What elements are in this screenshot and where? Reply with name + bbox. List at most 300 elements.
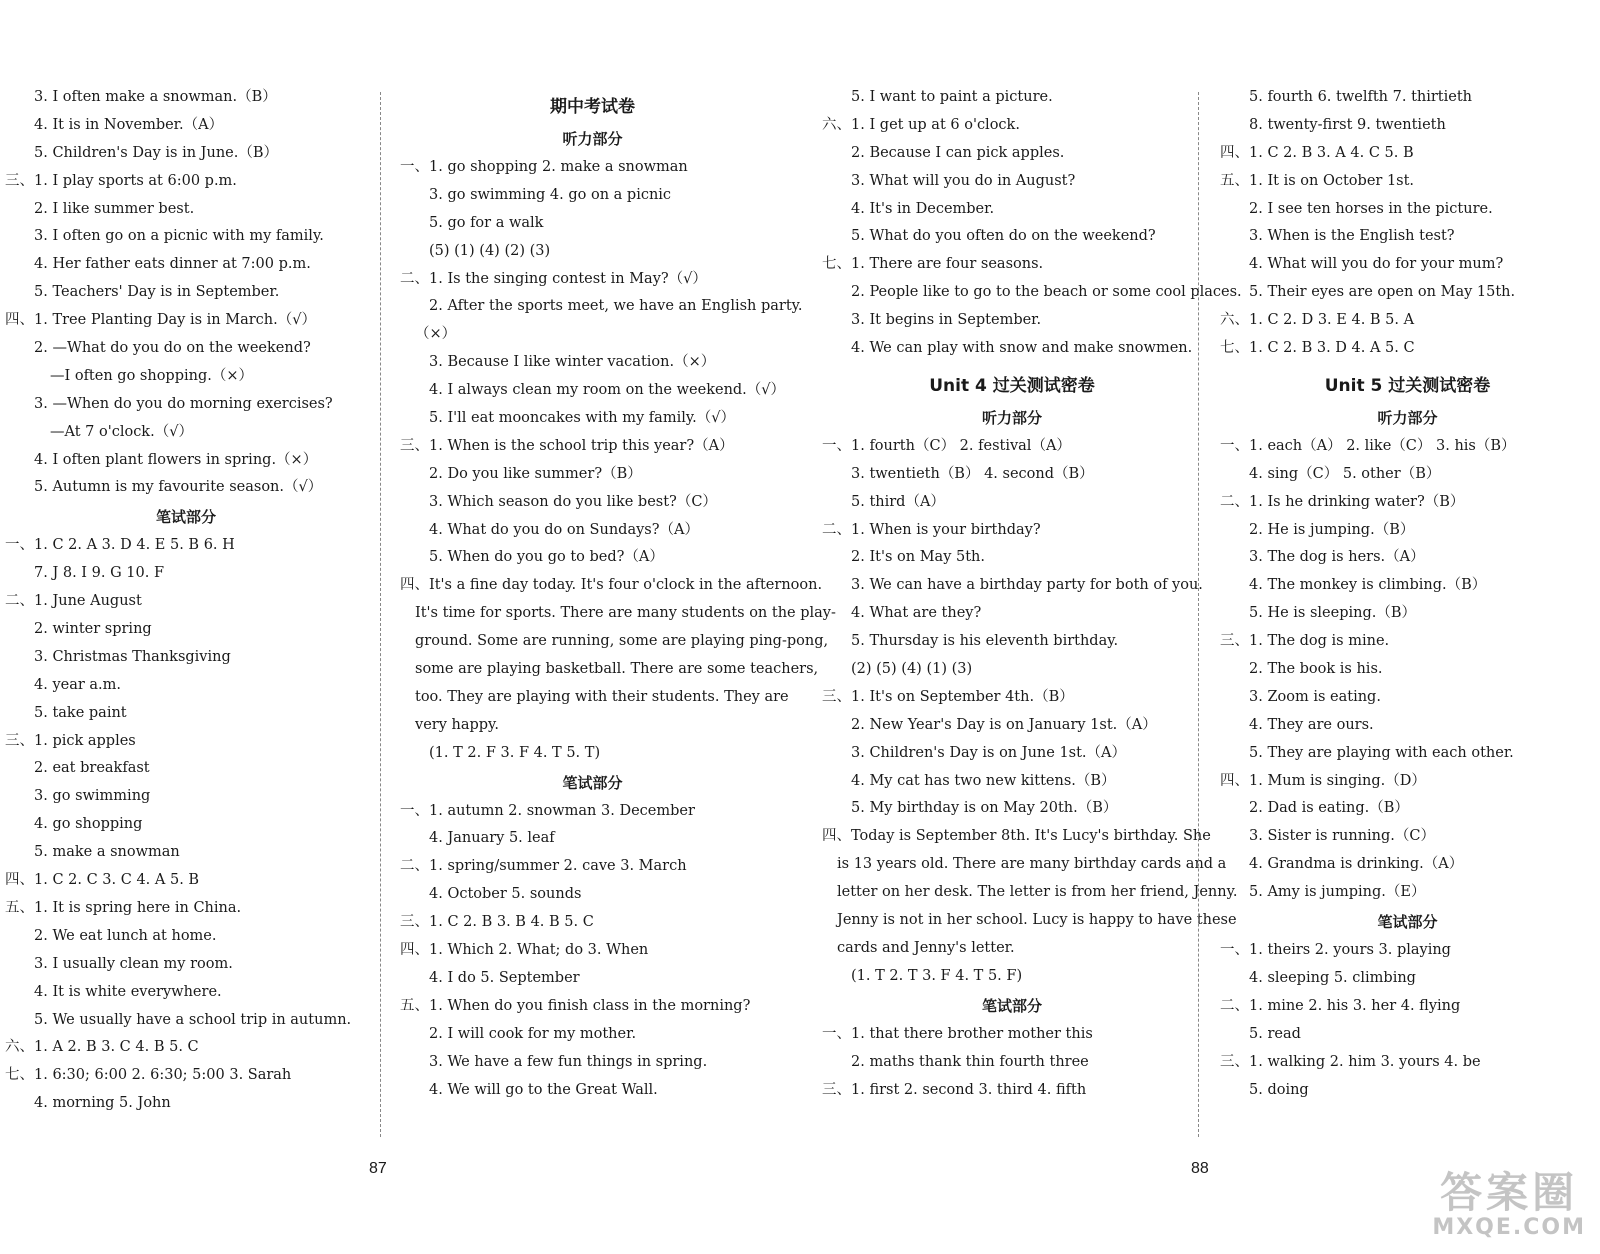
answer-text: 3. We can have a birthday party for both of you. — [851, 577, 1203, 594]
answer-line — [817, 1021, 1207, 1049]
answer-text: 5. fourth 6. twelfth 7. thirtieth — [1249, 89, 1473, 105]
answer-text: 5. read — [1249, 1025, 1301, 1042]
answer-line — [817, 223, 1207, 251]
answer-text: 4. January 5. leaf — [429, 830, 555, 847]
answer-line — [1215, 712, 1600, 740]
answer-text: 4. It is in November.（A） — [34, 116, 224, 133]
answer-line — [395, 572, 823, 600]
answer-text: 1. C 2. C 3. C 4. A 5. B — [34, 872, 200, 889]
answer-text: （×） — [415, 326, 457, 343]
answer-line — [1215, 600, 1600, 628]
answer-line — [395, 293, 803, 321]
answer-line — [817, 879, 1238, 907]
answer-text: 1. spring/summer 2. cave 3. March — [429, 858, 687, 875]
answer-text: 3. When is the English test? — [1249, 228, 1455, 245]
answer-text: 1. It is spring here in China. — [34, 899, 242, 916]
answer-line — [395, 377, 790, 405]
answer-text: 5. Their eyes are open on May 15th. — [1249, 284, 1516, 301]
answer-line — [395, 182, 790, 210]
answer-text: 4. What do you do on Sundays?（A） — [429, 521, 699, 538]
answer-line — [1215, 223, 1600, 251]
answer-line — [817, 140, 1207, 168]
answer-text: —At 7 o'clock.（√） — [50, 423, 193, 440]
answer-line — [817, 935, 1207, 963]
answer-line — [0, 951, 372, 979]
answer-line — [817, 517, 1207, 545]
answer-text: 1. pick apples — [34, 732, 136, 749]
answer-line — [1215, 993, 1600, 1021]
answer-line — [0, 811, 372, 839]
section-number: 七、 — [1220, 340, 1249, 357]
answer-line — [395, 154, 790, 182]
watermark-top: 答案圈 — [1440, 1167, 1579, 1217]
answer-text: 5. They are playing with each other. — [1249, 744, 1514, 761]
answer-text: 1. Tree Planting Day is in March.（√） — [34, 312, 316, 329]
section-number: 三、 — [822, 1081, 851, 1098]
answer-text: 4. I often plant flowers in spring.（×） — [34, 451, 318, 468]
answer-line — [395, 909, 790, 937]
answer-text: 4. We will go to the Great Wall. — [429, 1081, 658, 1098]
answer-line — [817, 1049, 1207, 1077]
answer-line — [817, 544, 1207, 572]
answer-text: 3. It begins in September. — [851, 312, 1042, 329]
watermark-logo — [1432, 1167, 1586, 1240]
answer-line — [395, 321, 790, 349]
answer-text: 4. Her father eats dinner at 7:00 p.m. — [34, 256, 311, 273]
section-number: 一、 — [400, 159, 429, 175]
answer-line — [817, 112, 1207, 140]
answer-line — [0, 84, 372, 112]
answer-text: 1. It's on September 4th.（B） — [851, 688, 1074, 705]
answer-text: letter on her desk. The letter is from her friend, Jenny. — [837, 884, 1238, 901]
answer-text: 3. Christmas Thanksgiving — [34, 648, 231, 665]
answer-text: 1. C 2. B 3. A 4. C 5. B — [1249, 144, 1414, 161]
answer-text: 1. I get up at 6 o'clock. — [851, 116, 1020, 133]
answer-text: 3. Sister is running.（C） — [1249, 828, 1436, 845]
column-1 — [0, 84, 372, 1118]
answer-line — [1215, 251, 1600, 279]
answer-line — [1215, 795, 1600, 823]
answer-text: very happy. — [415, 716, 499, 733]
section-number: 六、 — [1220, 312, 1249, 329]
answer-line — [0, 419, 372, 447]
page-number-right: 88 — [1191, 1160, 1209, 1177]
section-number: 一、 — [5, 537, 34, 554]
answer-text: 3. What will you do in August? — [851, 172, 1076, 189]
answer-text: (1. T 2. T 3. F 4. T 5. F) — [851, 967, 1023, 984]
answer-text: 1. When do you finish class in the morning? — [429, 997, 751, 1014]
answer-text: is 13 years old. There are many birthday cards and a — [837, 856, 1227, 873]
answer-text: 4. They are ours. — [1249, 716, 1374, 733]
answer-line — [0, 672, 372, 700]
answer-text: 1. Which 2. What; do 3. When — [429, 942, 649, 959]
answer-line — [0, 363, 372, 391]
answer-text: 3. go swimming — [34, 788, 151, 805]
answer-text: 3. I often go on a picnic with my family. — [34, 228, 324, 245]
answer-line — [1215, 572, 1600, 600]
watermark-bottom: MXQE.COM — [1432, 1214, 1586, 1240]
answer-line — [0, 447, 372, 475]
answer-line — [0, 532, 372, 560]
answer-text: 4. year a.m. — [34, 676, 122, 693]
section-title: Unit 4 过关测试密卷 — [929, 375, 1095, 396]
section-number: 四、 — [5, 312, 34, 329]
answer-text: 2. eat breakfast — [34, 760, 150, 777]
answer-line — [1215, 1049, 1600, 1077]
answer-line — [817, 795, 1207, 823]
answer-text: 1. A 2. B 3. C 4. B 5. C — [34, 1039, 199, 1056]
answer-text: 5. Thursday is his eleventh birthday. — [851, 633, 1119, 650]
section-number: 三、 — [822, 688, 851, 705]
answer-line — [395, 489, 790, 517]
answer-line — [817, 628, 1207, 656]
section-number: 五、 — [400, 997, 429, 1014]
answer-line — [1215, 168, 1600, 196]
answer-text: 4. It's in December. — [851, 200, 995, 217]
answer-line — [0, 588, 372, 616]
answer-line — [0, 168, 372, 196]
section-subtitle: 笔试部分 — [562, 773, 623, 792]
answer-text: 2. It's on May 5th. — [851, 549, 986, 566]
answer-text: 1. The dog is mine. — [1249, 633, 1390, 650]
section-number: 四、 — [1220, 772, 1249, 789]
answer-line — [395, 433, 790, 461]
answer-line — [395, 210, 790, 238]
answer-line — [395, 881, 790, 909]
answer-text: 1. that there brother mother this — [851, 1025, 1093, 1042]
answer-line — [0, 335, 372, 363]
section-number: 一、 — [822, 437, 851, 454]
answer-text: 1. I play sports at 6:00 p.m. — [34, 172, 237, 189]
answer-text: 1. walking 2. him 3. yours 4. be — [1249, 1053, 1481, 1070]
answer-text: ground. Some are running, some are playing ping-pong, — [415, 633, 829, 650]
section-number: 三、 — [1220, 633, 1249, 650]
answer-line — [1215, 684, 1600, 712]
answer-text: 5. third（A） — [851, 493, 945, 510]
answer-text: 5. Teachers' Day is in September. — [34, 284, 280, 301]
answer-text: 2. Dad is eating.（B） — [1249, 800, 1409, 817]
answer-line — [1215, 628, 1600, 656]
answer-line — [395, 1049, 790, 1077]
answer-line — [0, 923, 372, 951]
answer-line — [1215, 279, 1600, 307]
answer-text: 4. We can play with snow and make snowmen. — [851, 340, 1193, 357]
answer-text: 2. After the sports meet, we have an English party. — [429, 298, 803, 315]
answer-text: 5. make a snowman — [34, 844, 180, 861]
answer-text: 3. I often make a snowman.（B） — [34, 89, 277, 105]
answer-line — [395, 712, 790, 740]
section-number: 二、 — [400, 270, 429, 287]
section-number: 三、 — [400, 914, 429, 931]
answer-line — [0, 1007, 372, 1035]
answer-text: 1. first 2. second 3. third 4. fifth — [851, 1081, 1087, 1098]
answer-text: 5. What do you often do on the weekend? — [851, 228, 1156, 245]
column-2 — [395, 84, 836, 1104]
answer-line — [817, 84, 1207, 112]
answer-text: 3. We have a few fun things in spring. — [429, 1053, 708, 1070]
answer-line — [395, 1077, 790, 1105]
answer-line — [395, 993, 790, 1021]
section-number: 二、 — [400, 858, 429, 875]
answer-line — [0, 223, 372, 251]
answer-text: 4. sleeping 5. climbing — [1249, 969, 1416, 986]
answer-text: Jenny is not in her school. Lucy is happy to have these — [837, 912, 1237, 929]
answer-line — [1215, 823, 1600, 851]
answer-line — [0, 839, 372, 867]
answer-text: (1. T 2. F 3. F 4. T 5. T) — [429, 744, 601, 761]
answer-text: 3. Zoom is eating. — [1249, 688, 1381, 705]
answer-line — [1215, 84, 1600, 112]
answer-text: 5. Children's Day is in June.（B） — [34, 144, 279, 161]
answer-text: 8. twenty-first 9. twentieth — [1249, 116, 1446, 133]
answer-line — [1215, 656, 1600, 684]
answer-line — [817, 963, 1207, 991]
answer-text: 1. mine 2. his 3. her 4. flying — [1249, 997, 1461, 1014]
answer-line — [395, 853, 790, 881]
answer-line — [1215, 1077, 1600, 1105]
answer-line — [817, 461, 1207, 489]
answer-text: 5. We usually have a school trip in autumn. — [34, 1011, 352, 1028]
answer-line — [1215, 433, 1600, 461]
answer-text: 2. I like summer best. — [34, 200, 195, 217]
answer-text: 3. —When do you do morning exercises? — [34, 395, 333, 412]
answer-line — [1215, 196, 1600, 224]
answer-line — [817, 907, 1237, 935]
section-subtitle: 笔试部分 — [981, 996, 1042, 1015]
answer-text: 5. I want to paint a picture. — [851, 89, 1053, 105]
answer-text: 4. Grandma is drinking.（A） — [1249, 856, 1464, 873]
answer-line — [817, 433, 1207, 461]
answer-text: 2. Because I can pick apples. — [851, 144, 1065, 161]
answer-text: 1. C 2. D 3. E 4. B 5. A — [1249, 312, 1415, 329]
answer-text: 4. sing（C） 5. other（B） — [1249, 465, 1441, 482]
answer-line — [0, 140, 372, 168]
answer-line — [817, 307, 1207, 335]
answer-line — [395, 628, 829, 656]
answer-line — [395, 266, 790, 294]
answer-line — [817, 279, 1242, 307]
answer-line — [817, 656, 1207, 684]
answer-text: 4. morning 5. John — [34, 1095, 171, 1112]
answer-line — [0, 644, 372, 672]
answer-line — [817, 823, 1211, 851]
answer-text: 1. When is the school trip this year?（A） — [429, 437, 734, 454]
section-number: 四、 — [5, 872, 34, 889]
section-number: 一、 — [822, 1025, 851, 1042]
answer-text: 4. I do 5. September — [429, 969, 580, 986]
answer-line — [817, 600, 1207, 628]
section-number: 三、 — [400, 437, 429, 454]
answer-text: 1. autumn 2. snowman 3. December — [429, 802, 695, 819]
answer-text: 1. It is on October 1st. — [1249, 172, 1415, 189]
section-subtitle: 听力部分 — [1377, 408, 1438, 427]
answer-text: 4. The monkey is climbing.（B） — [1249, 577, 1487, 594]
dashed-divider — [380, 92, 381, 1137]
answer-line — [0, 867, 372, 895]
answer-line — [395, 937, 790, 965]
section-number: 一、 — [400, 802, 429, 819]
answer-text: 1. 6:30; 6:00 2. 6:30; 5:00 3. Sarah — [34, 1067, 292, 1084]
page-number-left: 87 — [369, 1160, 387, 1177]
answer-text: —I often go shopping.（×） — [50, 367, 253, 384]
answer-line — [817, 489, 1207, 517]
answer-text: 1. each（A） 2. like（C） 3. his（B） — [1249, 437, 1516, 454]
answer-line — [1215, 544, 1600, 572]
answer-line — [817, 684, 1207, 712]
answer-text: 2. We eat lunch at home. — [34, 927, 217, 944]
column-3 — [817, 84, 1242, 1104]
answer-text: 5. Autumn is my favourite season.（√） — [34, 479, 323, 496]
answer-line — [817, 851, 1227, 879]
answer-line — [1215, 335, 1600, 363]
section-number: 四、 — [1220, 144, 1249, 161]
answer-line — [1215, 879, 1600, 907]
answer-text: 1. theirs 2. yours 3. playing — [1249, 942, 1451, 959]
section-subtitle: 笔试部分 — [1377, 913, 1438, 932]
answer-line — [817, 1077, 1207, 1105]
answer-line — [1215, 489, 1600, 517]
section-number: 四、 — [822, 828, 851, 845]
answer-line — [0, 783, 372, 811]
answer-text: 4. I always clean my room on the weekend.（√） — [429, 382, 786, 399]
answer-text: 5. When do you go to bed?（A） — [429, 549, 664, 566]
answer-line — [0, 474, 372, 502]
answer-line — [395, 405, 790, 433]
section-number: 二、 — [5, 593, 34, 610]
answer-line — [817, 335, 1207, 363]
answer-line — [1215, 965, 1600, 993]
answer-text: 2. The book is his. — [1249, 661, 1383, 678]
answer-line — [1215, 1021, 1600, 1049]
answer-text: 2. I will cook for my mother. — [429, 1025, 637, 1042]
answer-line — [0, 196, 372, 224]
answer-line — [1215, 768, 1600, 796]
answer-text: 5. Amy is jumping.（E） — [1249, 884, 1426, 901]
answer-line — [395, 1021, 790, 1049]
answer-line — [1215, 112, 1600, 140]
answer-text: 3. The dog is hers.（A） — [1249, 549, 1425, 566]
answer-text: 1. Is the singing contest in May?（√） — [429, 270, 707, 287]
answer-text: 2. New Year's Day is on January 1st.（A） — [851, 716, 1157, 733]
answer-text: too. They are playing with their students. They are — [415, 688, 789, 705]
answer-text: 1. When is your birthday? — [851, 521, 1041, 538]
answer-line — [395, 461, 790, 489]
section-number: 七、 — [5, 1067, 34, 1084]
answer-text: 2. Do you like summer?（B） — [429, 465, 642, 482]
section-title: 期中考试卷 — [550, 97, 635, 117]
answer-text: 7. J 8. I 9. G 10. F — [34, 565, 165, 582]
answer-line — [395, 684, 790, 712]
answer-line — [0, 700, 372, 728]
answer-text: 1. There are four seasons. — [851, 256, 1044, 273]
answer-line — [395, 600, 836, 628]
answer-text: 1. Mum is singing.（D） — [1249, 772, 1426, 789]
answer-text: 2. People like to go to the beach or some cool places. — [851, 284, 1242, 301]
section-number: 五、 — [5, 899, 34, 916]
answer-line — [395, 825, 790, 853]
answer-line — [0, 560, 372, 588]
answer-text: 4. October 5. sounds — [429, 886, 582, 903]
answer-line — [817, 712, 1207, 740]
answer-text: 3. twentieth（B） 4. second（B） — [851, 465, 1094, 482]
section-number: 二、 — [822, 521, 851, 538]
answer-line — [817, 740, 1207, 768]
section-number: 七、 — [822, 256, 851, 273]
answer-text: 2. I see ten horses in the picture. — [1249, 200, 1493, 217]
answer-text: (5) (1) (4) (2) (3) — [429, 242, 551, 259]
answer-text: 5. He is sleeping.（B） — [1249, 605, 1417, 622]
section-subtitle: 笔试部分 — [155, 508, 216, 527]
answer-line — [817, 168, 1207, 196]
answer-text: 4. What are they? — [851, 605, 982, 622]
section-number: 六、 — [5, 1039, 34, 1056]
answer-text: (2) (5) (4) (1) (3) — [851, 661, 973, 678]
column-4 — [1215, 84, 1600, 1104]
answer-line — [1215, 937, 1600, 965]
answer-text: 5. take paint — [34, 704, 127, 721]
answer-text: 2. —What do you do on the weekend? — [34, 340, 311, 357]
answer-text: 3. Because I like winter vacation.（×） — [429, 354, 716, 371]
answer-line — [0, 1090, 372, 1118]
answer-line — [0, 391, 372, 419]
answer-text: 3. go swimming 4. go on a picnic — [429, 186, 672, 203]
answer-line — [0, 728, 372, 756]
section-number: 三、 — [5, 172, 34, 189]
answer-text: 1. C 2. A 3. D 4. E 5. B 6. H — [34, 537, 235, 554]
answer-line — [1215, 461, 1600, 489]
answer-text: 5. I'll eat mooncakes with my family.（√） — [429, 410, 735, 427]
answer-text: 2. winter spring — [34, 621, 152, 638]
answer-line — [395, 517, 790, 545]
answer-line — [0, 112, 372, 140]
answer-text: 4. What will you do for your mum? — [1249, 256, 1504, 273]
section-number: 二、 — [1220, 997, 1249, 1014]
answer-line — [0, 1062, 372, 1090]
answer-text: 3. I usually clean my room. — [34, 955, 233, 972]
answer-text: 5. doing — [1249, 1081, 1309, 1098]
section-title: Unit 5 过关测试密卷 — [1324, 375, 1491, 396]
answer-text: 1. June August — [34, 593, 142, 610]
answer-text: Today is September 8th. It's Lucy's birthday. She — [851, 828, 1211, 845]
answer-text: 4. My cat has two new kittens.（B） — [851, 772, 1116, 789]
answer-line — [0, 279, 372, 307]
section-number: 一、 — [1220, 942, 1249, 959]
answer-text: 2. maths thank thin fourth three — [851, 1053, 1089, 1070]
answer-text: 1. go shopping 2. make a snowman — [429, 159, 688, 175]
section-subtitle: 听力部分 — [562, 130, 623, 148]
answer-line — [395, 965, 790, 993]
answer-text: 1. C 2. B 3. D 4. A 5. C — [1249, 340, 1415, 357]
dashed-divider — [1198, 92, 1199, 1137]
section-subtitle: 听力部分 — [981, 408, 1042, 427]
section-number: 三、 — [1220, 1053, 1249, 1070]
answer-line — [1215, 740, 1600, 768]
answer-line — [395, 656, 819, 684]
section-number: 四、 — [400, 577, 429, 594]
answer-line — [1215, 851, 1600, 879]
answer-text: 5. My birthday is on May 20th.（B） — [851, 800, 1118, 817]
answer-line — [0, 616, 372, 644]
section-number: 四、 — [400, 942, 429, 959]
answer-text: 4. It is white everywhere. — [34, 983, 222, 1000]
answer-line — [0, 1034, 372, 1062]
answer-text: 3. Which season do you like best?（C） — [429, 493, 717, 510]
answer-line — [0, 895, 372, 923]
answer-line — [0, 755, 372, 783]
section-number: 五、 — [1220, 172, 1249, 189]
section-number: 三、 — [5, 732, 34, 749]
answer-text: 1. C 2. B 3. B 4. B 5. C — [429, 914, 594, 931]
